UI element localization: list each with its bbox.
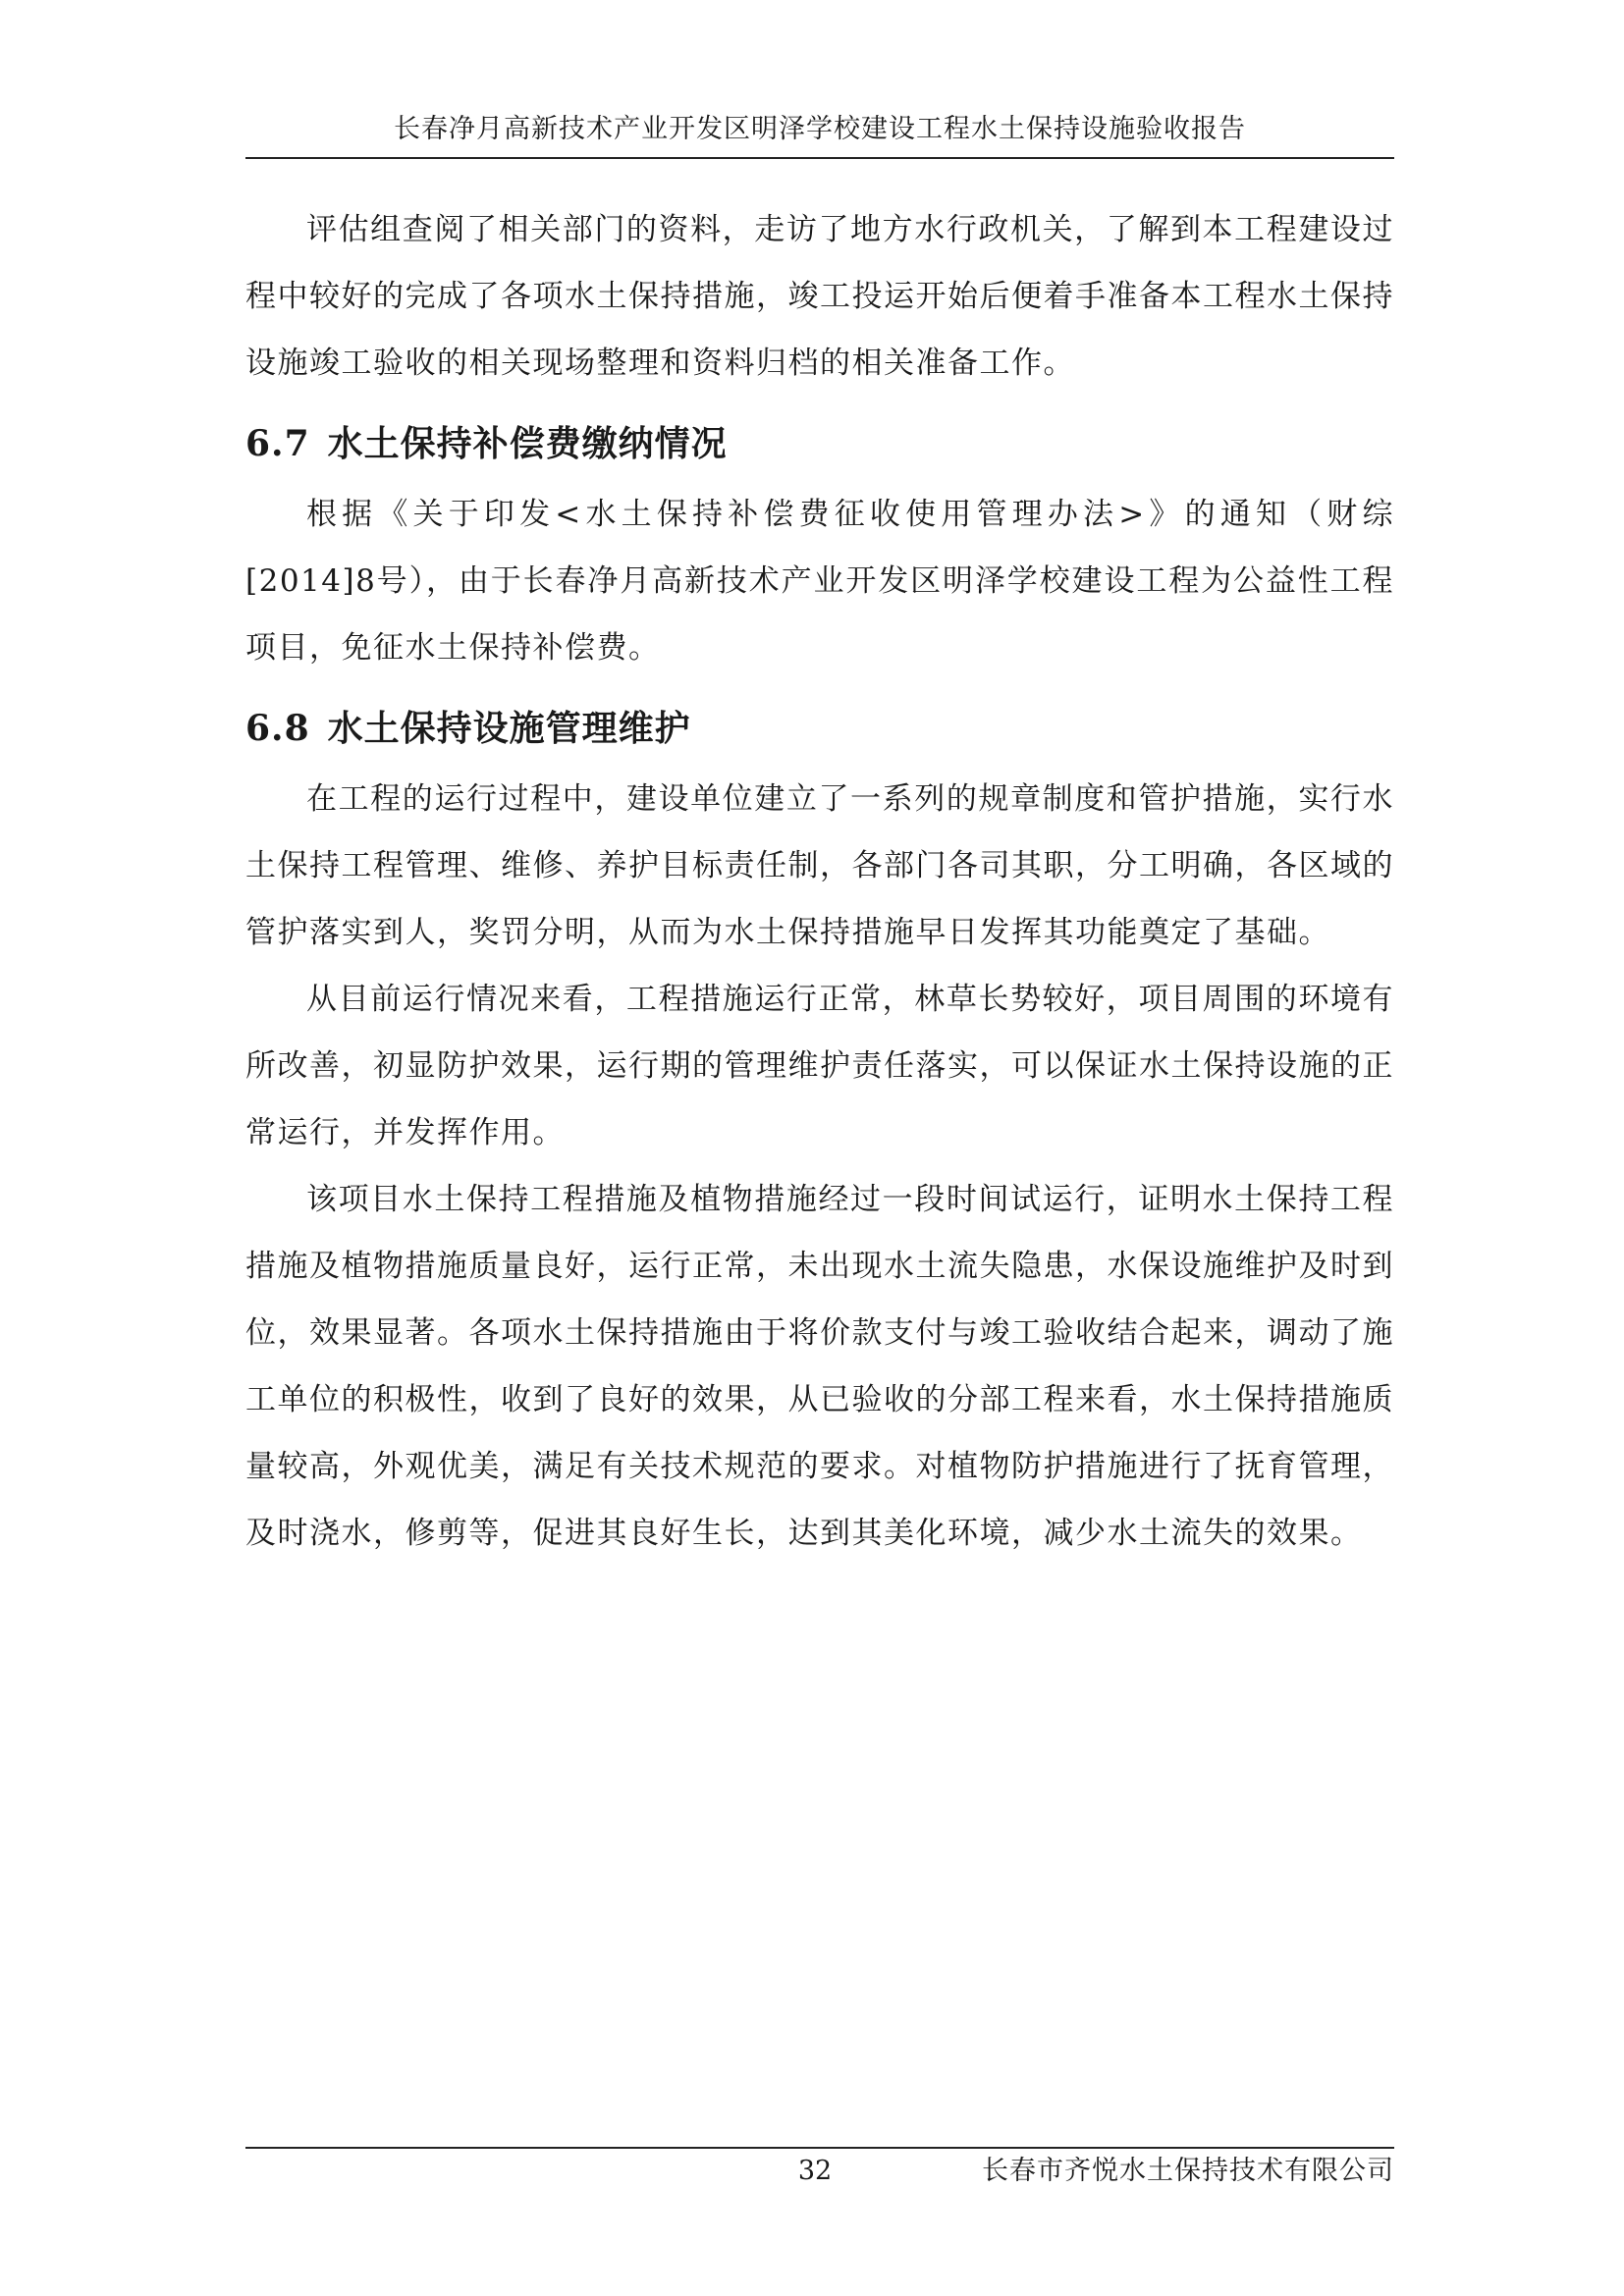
running-header [245,110,1394,159]
header-title: 长春净月高新技术产业开发区明泽学校建设工程水土保持设施验收报告 [394,114,1246,144]
section-heading-6-7 [245,410,1394,477]
section-number: 6.7 [245,423,310,464]
section-6-7-paragraph: 根据《关于印发<水土保持补偿费征收使用管理办法>》的通知（财综[2014]8号），由于长春净月高新技术产业开发区明泽学校建设工程为公益性工程项目，免征水土保持补偿费。 [245,497,1394,666]
intro-paragraph: 评估组查阅了相关部门的资料，走访了地方水行政机关，了解到本工程建设过程中较好的完成了各项水土保持措施，竣工投运开始后便着手准备本工程水土保持设施竣工验收的相关现场整理和资料归档的相关准备工作。 [245,212,1394,381]
footer-company: 长春市齐悦水土保持技术有限公司 [982,2156,1394,2186]
section-6-8-paragraph-2: 从目前运行情况来看，工程措施运行正常，林草长势较好，项目周围的环境有所改善，初显防护效果，运行期的管理维护责任落实，可以保证水土保持设施的正常运行，并发挥作用。 [245,982,1394,1150]
section-heading-6-8 [245,695,1394,762]
section-title: 水土保持补偿费缴纳情况 [327,423,728,464]
section-6-8-paragraph-1: 在工程的运行过程中，建设单位建立了一系列的规章制度和管护措施，实行水土保持工程管理、维修、养护目标责任制，各部门各司其职，分工明确，各区域的管护落实到人，奖罚分明，从而为水土保持措施早日发挥其功能奠定了基础。 [245,781,1394,950]
page-content [245,196,1394,1567]
section-title: 水土保持设施管理维护 [327,708,691,749]
page-number: 32 [797,2156,833,2186]
footer-rule [245,2147,1394,2149]
section-6-8-paragraph-3: 该项目水土保持工程措施及植物措施经过一段时间试运行，证明水土保持工程措施及植物措施质量良好，运行正常，未出现水土流失隐患，水保设施维护及时到位，效果显著。各项水土保持措施由于将价款支付与竣工验收结合起来，调动了施工单位的积极性，收到了良好的效果，从已验收的分部工程来看，水土保持措施质量较高，外观优美，满足有关技术规范的要求。对植物防护措施进行了抚育管理，及时浇水，修剪等，促进其良好生长，达到其美化环境，减少水土流失的效果。 [245,1182,1394,1551]
section-number: 6.8 [245,708,310,749]
